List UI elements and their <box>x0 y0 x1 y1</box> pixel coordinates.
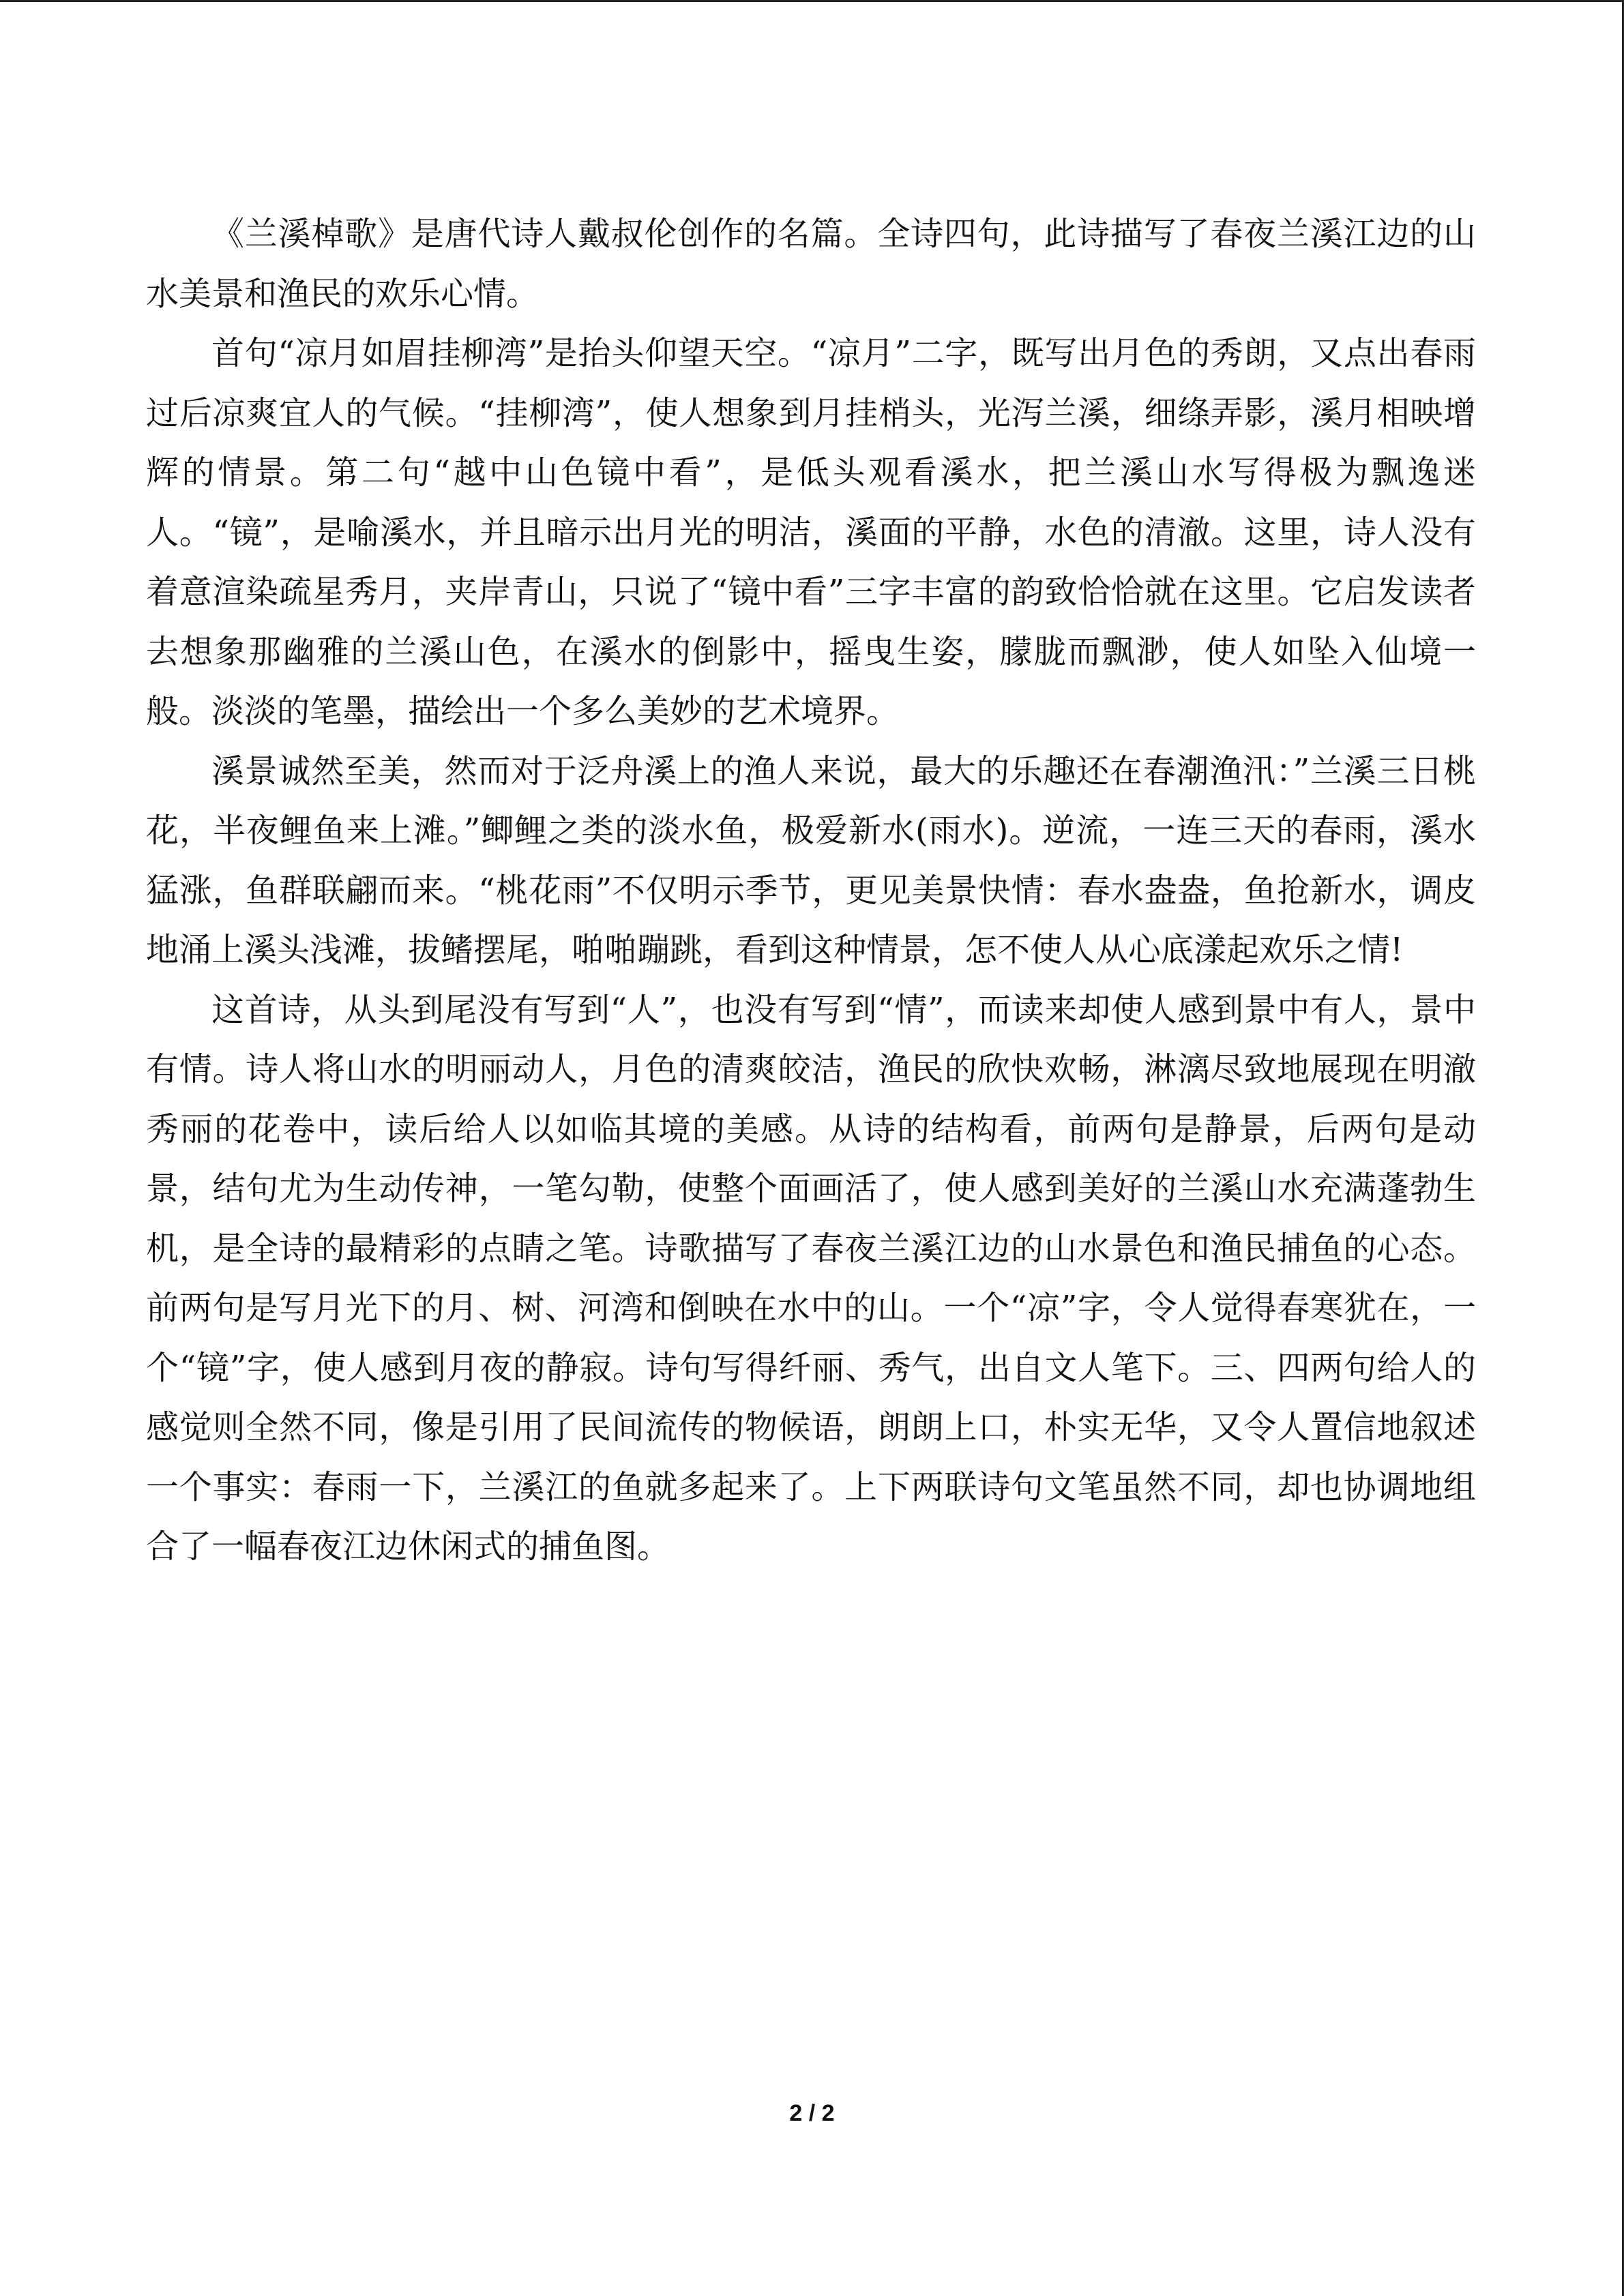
page-number: 2 / 2 <box>789 2100 835 2126</box>
top-border-line <box>0 0 1624 2</box>
paragraph-fishing-scene: 溪景诚然至美，然而对于泛舟溪上的渔人来说，最大的乐趣还在春潮渔汛：”兰溪三日桃花，半夜鲤鱼来上滩。”鲫鲤之类的淡水鱼，极爱新水(雨水)。逆流，一连三天的春雨，溪水猛涨，鱼群联翩而来。“桃花雨”不仅明示季节，更见美景快情：春水盎盎，鱼抢新水，调皮地涌上溪头浅滩，拔鳍摆尾，啪啪蹦跳，看到这种情景，怎不使人从心底漾起欢乐之情! <box>146 751 1476 969</box>
document-body <box>146 205 1476 1577</box>
paragraph-first-lines: 首句“凉月如眉挂柳湾”是抬头仰望天空。“凉月”二字，既写出月色的秀朗，又点出春雨过后凉爽宜人的气候。“挂柳湾”，使人想象到月挂梢头，光泻兰溪，细绦弄影，溪月相映增辉的情景。第二句“越中山色镜中看”，是低头观看溪水，把兰溪山水写得极为飘逸迷人。“镜”，是喻溪水，并且暗示出月光的明洁，溪面的平静，水色的清澈。这里，诗人没有着意渲染疏星秀月，夹岸青山，只说了“镜中看”三字丰富的韵致恰恰就在这里。它启发读者去想象那幽雅的兰溪山色，在溪水的倒影中，摇曳生姿，朦胧而飘渺，使人如坠入仙境一般。淡淡的笔墨，描绘出一个多么美妙的艺术境界。 <box>146 334 1476 730</box>
paragraph-summary: 这首诗，从头到尾没有写到“人”，也没有写到“情”，而读来却使人感到景中有人，景中有情。诗人将山水的明丽动人，月色的清爽皎洁，渔民的欣快欢畅，淋漓尽致地展现在明澈秀丽的花卷中，读后给人以如临其境的美感。从诗的结构看，前两句是静景，后两句是动景，结句尤为生动传神，一笔勾勒，使整个面画活了，使人感到美好的兰溪山水充满蓬勃生机，是全诗的最精彩的点睛之笔。诗歌描写了春夜兰溪江边的山水景色和渔民捕鱼的心态。前两句是写月光下的月、树、河湾和倒映在水中的山。一个“凉”字，令人觉得春寒犹在，一个“镜”字，使人感到月夜的静寂。诗句写得纤丽、秀气，出自文人笔下。三、四两句给人的感觉则全然不同，像是引用了民间流传的物候语，朗朗上口，朴实无华，又令人置信地叙述一个事实：春雨一下，兰溪江的鱼就多起来了。上下两联诗句文笔虽然不同，却也协调地组合了一幅春夜江边休闲式的捕鱼图。 <box>146 990 1476 1566</box>
paragraph-intro: 《兰溪棹歌》是唐代诗人戴叔伦创作的名篇。全诗四句，此诗描写了春夜兰溪江边的山水美景和渔民的欢乐心情。 <box>146 215 1476 313</box>
